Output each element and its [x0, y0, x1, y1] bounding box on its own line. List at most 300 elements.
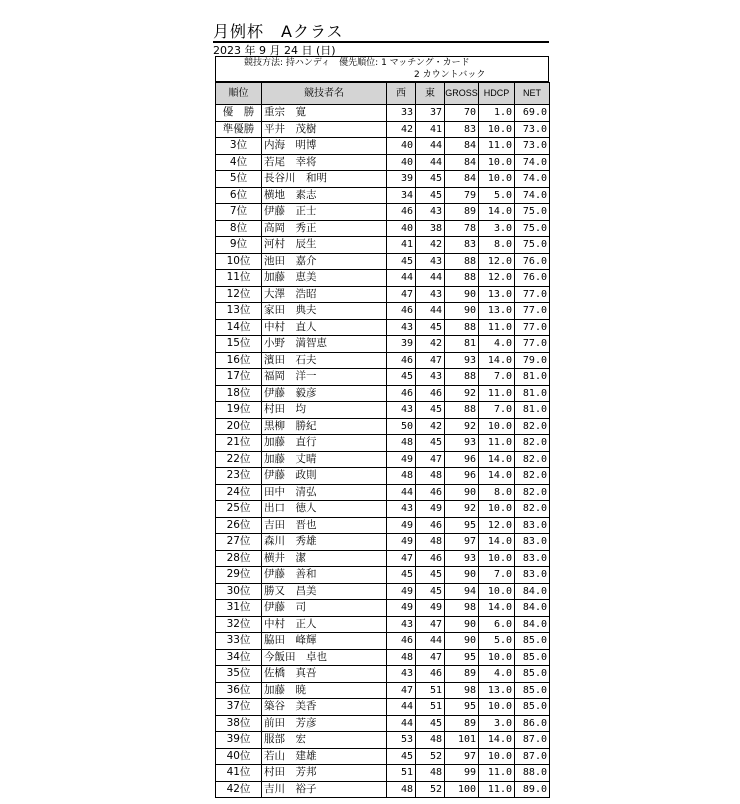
rank-cell: 3位 — [216, 138, 262, 155]
handicap: 7.0 — [479, 567, 515, 584]
table-row — [216, 583, 550, 600]
gross-score: 93 — [445, 435, 479, 452]
rank-cell: 優 勝 — [216, 105, 262, 122]
rank-cell: 29位 — [216, 567, 262, 584]
net-score: 85.0 — [515, 682, 550, 699]
west-score: 45 — [387, 253, 416, 270]
player-name: 前田 芳彦 — [262, 715, 387, 732]
rank-cell: 26位 — [216, 517, 262, 534]
west-score: 43 — [387, 501, 416, 518]
net-score: 79.0 — [515, 352, 550, 369]
east-score: 45 — [416, 402, 445, 419]
results-table — [215, 82, 550, 798]
rank-cell: 32位 — [216, 616, 262, 633]
table-row — [216, 385, 550, 402]
net-score: 83.0 — [515, 517, 550, 534]
net-score: 75.0 — [515, 204, 550, 221]
east-score: 45 — [416, 435, 445, 452]
net-score: 73.0 — [515, 138, 550, 155]
net-score: 83.0 — [515, 550, 550, 567]
gross-score: 92 — [445, 501, 479, 518]
player-name: 伊藤 正士 — [262, 204, 387, 221]
east-score: 43 — [416, 286, 445, 303]
handicap: 14.0 — [479, 352, 515, 369]
rank-cell: 23位 — [216, 468, 262, 485]
east-score: 47 — [416, 616, 445, 633]
table-row — [216, 435, 550, 452]
player-name: 伊藤 毅彦 — [262, 385, 387, 402]
gross-score: 95 — [445, 649, 479, 666]
player-name: 出口 徳人 — [262, 501, 387, 518]
table-row — [216, 600, 550, 617]
west-score: 43 — [387, 319, 416, 336]
rank-cell: 7位 — [216, 204, 262, 221]
west-score: 50 — [387, 418, 416, 435]
player-name: 築谷 美香 — [262, 699, 387, 716]
handicap: 14.0 — [479, 534, 515, 551]
player-name: 伊藤 善和 — [262, 567, 387, 584]
handicap: 10.0 — [479, 171, 515, 188]
table-row — [216, 468, 550, 485]
net-score: 74.0 — [515, 187, 550, 204]
east-score: 51 — [416, 682, 445, 699]
east-score: 45 — [416, 319, 445, 336]
net-score: 82.0 — [515, 435, 550, 452]
gross-score: 78 — [445, 220, 479, 237]
west-score: 47 — [387, 286, 416, 303]
player-name: 横地 素志 — [262, 187, 387, 204]
net-score: 84.0 — [515, 616, 550, 633]
west-score: 46 — [387, 303, 416, 320]
east-score: 48 — [416, 765, 445, 782]
handicap: 10.0 — [479, 418, 515, 435]
handicap: 10.0 — [479, 550, 515, 567]
west-score: 42 — [387, 121, 416, 138]
gross-score: 97 — [445, 748, 479, 765]
player-name: 黒柳 勝紀 — [262, 418, 387, 435]
west-score: 53 — [387, 732, 416, 749]
west-score: 39 — [387, 336, 416, 353]
header-hdcp: HDCP — [479, 83, 515, 105]
table-row — [216, 501, 550, 518]
east-score: 48 — [416, 468, 445, 485]
gross-score: 90 — [445, 616, 479, 633]
net-score: 85.0 — [515, 633, 550, 650]
gross-score: 88 — [445, 369, 479, 386]
rank-cell: 24位 — [216, 484, 262, 501]
handicap: 8.0 — [479, 237, 515, 254]
handicap: 13.0 — [479, 303, 515, 320]
rank-cell: 12位 — [216, 286, 262, 303]
table-row — [216, 748, 550, 765]
table-row — [216, 352, 550, 369]
east-score: 45 — [416, 583, 445, 600]
east-score: 44 — [416, 303, 445, 320]
handicap: 4.0 — [479, 336, 515, 353]
table-row — [216, 649, 550, 666]
rank-cell: 8位 — [216, 220, 262, 237]
handicap: 14.0 — [479, 732, 515, 749]
gross-score: 88 — [445, 319, 479, 336]
header-net: NET — [515, 83, 550, 105]
player-name: 家田 典夫 — [262, 303, 387, 320]
west-score: 40 — [387, 154, 416, 171]
handicap: 6.0 — [479, 616, 515, 633]
west-score: 46 — [387, 204, 416, 221]
table-row — [216, 154, 550, 171]
gross-score: 83 — [445, 237, 479, 254]
west-score: 51 — [387, 765, 416, 782]
net-score: 85.0 — [515, 649, 550, 666]
header-west: 西 — [387, 83, 416, 105]
east-score: 51 — [416, 699, 445, 716]
table-row — [216, 303, 550, 320]
event-date: 2023 年 9 月 24 日 (日) — [213, 41, 549, 56]
handicap: 11.0 — [479, 781, 515, 798]
west-score: 48 — [387, 435, 416, 452]
rank-cell: 17位 — [216, 369, 262, 386]
player-name: 小野 満智恵 — [262, 336, 387, 353]
net-score: 77.0 — [515, 303, 550, 320]
east-score: 44 — [416, 138, 445, 155]
table-row — [216, 105, 550, 122]
table-row — [216, 270, 550, 287]
net-score: 86.0 — [515, 715, 550, 732]
player-name: 加藤 暁 — [262, 682, 387, 699]
player-name: 今飯田 卓也 — [262, 649, 387, 666]
player-name: 村田 均 — [262, 402, 387, 419]
table-row — [216, 138, 550, 155]
rank-cell: 4位 — [216, 154, 262, 171]
handicap: 14.0 — [479, 468, 515, 485]
table-row — [216, 187, 550, 204]
rank-cell: 22位 — [216, 451, 262, 468]
gross-score: 79 — [445, 187, 479, 204]
net-score: 82.0 — [515, 468, 550, 485]
rank-cell: 27位 — [216, 534, 262, 551]
rank-cell: 11位 — [216, 270, 262, 287]
gross-score: 88 — [445, 253, 479, 270]
net-score: 81.0 — [515, 385, 550, 402]
gross-score: 96 — [445, 468, 479, 485]
gross-score: 84 — [445, 138, 479, 155]
gross-score: 93 — [445, 550, 479, 567]
handicap: 4.0 — [479, 666, 515, 683]
handicap: 8.0 — [479, 484, 515, 501]
table-row — [216, 204, 550, 221]
player-name: 勝又 昌美 — [262, 583, 387, 600]
rank-cell: 35位 — [216, 666, 262, 683]
table-row — [216, 121, 550, 138]
player-name: 大澤 浩昭 — [262, 286, 387, 303]
west-score: 43 — [387, 616, 416, 633]
table-row — [216, 616, 550, 633]
east-score: 44 — [416, 154, 445, 171]
handicap: 10.0 — [479, 501, 515, 518]
rank-cell: 28位 — [216, 550, 262, 567]
gross-score: 98 — [445, 682, 479, 699]
table-row — [216, 699, 550, 716]
table-row — [216, 220, 550, 237]
gross-score: 92 — [445, 385, 479, 402]
net-score: 69.0 — [515, 105, 550, 122]
east-score: 45 — [416, 171, 445, 188]
rank-cell: 30位 — [216, 583, 262, 600]
east-score: 47 — [416, 451, 445, 468]
east-score: 45 — [416, 567, 445, 584]
gross-score: 95 — [445, 517, 479, 534]
west-score: 44 — [387, 699, 416, 716]
rank-cell: 21位 — [216, 435, 262, 452]
east-score: 37 — [416, 105, 445, 122]
table-row — [216, 550, 550, 567]
gross-score: 93 — [445, 352, 479, 369]
header-east: 東 — [416, 83, 445, 105]
rank-cell: 準優勝 — [216, 121, 262, 138]
net-score: 83.0 — [515, 567, 550, 584]
net-score: 87.0 — [515, 732, 550, 749]
player-name: 若山 建雄 — [262, 748, 387, 765]
handicap: 5.0 — [479, 633, 515, 650]
east-score: 45 — [416, 187, 445, 204]
handicap: 11.0 — [479, 385, 515, 402]
net-score: 75.0 — [515, 220, 550, 237]
player-name: 高岡 秀正 — [262, 220, 387, 237]
net-score: 82.0 — [515, 484, 550, 501]
gross-score: 89 — [445, 204, 479, 221]
gross-score: 95 — [445, 699, 479, 716]
handicap: 1.0 — [479, 105, 515, 122]
table-row — [216, 765, 550, 782]
net-score: 73.0 — [515, 121, 550, 138]
competition-method: 競技方法: 持ハンディ 優先順位: 1 マッチング・カード — [244, 58, 470, 68]
net-score: 77.0 — [515, 336, 550, 353]
net-score: 84.0 — [515, 600, 550, 617]
east-score: 49 — [416, 501, 445, 518]
gross-score: 89 — [445, 666, 479, 683]
competition-info — [215, 56, 549, 82]
gross-score: 97 — [445, 534, 479, 551]
player-name: 中村 正人 — [262, 616, 387, 633]
net-score: 85.0 — [515, 699, 550, 716]
handicap: 11.0 — [479, 138, 515, 155]
west-score: 46 — [387, 385, 416, 402]
header-gross: GROSS — [445, 83, 479, 105]
handicap: 10.0 — [479, 748, 515, 765]
rank-cell: 14位 — [216, 319, 262, 336]
rank-cell: 15位 — [216, 336, 262, 353]
west-score: 33 — [387, 105, 416, 122]
rank-cell: 13位 — [216, 303, 262, 320]
west-score: 49 — [387, 517, 416, 534]
rank-cell: 39位 — [216, 732, 262, 749]
gross-score: 84 — [445, 171, 479, 188]
table-row — [216, 319, 550, 336]
west-score: 44 — [387, 270, 416, 287]
east-score: 41 — [416, 121, 445, 138]
rank-cell: 20位 — [216, 418, 262, 435]
handicap: 10.0 — [479, 121, 515, 138]
handicap: 5.0 — [479, 187, 515, 204]
net-score: 82.0 — [515, 451, 550, 468]
player-name: 長谷川 和明 — [262, 171, 387, 188]
handicap: 14.0 — [479, 451, 515, 468]
rank-cell: 41位 — [216, 765, 262, 782]
net-score: 89.0 — [515, 781, 550, 798]
player-name: 村田 芳邦 — [262, 765, 387, 782]
table-row — [216, 682, 550, 699]
east-score: 48 — [416, 732, 445, 749]
west-score: 46 — [387, 352, 416, 369]
east-score: 46 — [416, 666, 445, 683]
net-score: 85.0 — [515, 666, 550, 683]
header-name: 競技者名 — [262, 83, 387, 105]
west-score: 45 — [387, 748, 416, 765]
player-name: 佐橋 真吾 — [262, 666, 387, 683]
player-name: 吉田 晋也 — [262, 517, 387, 534]
east-score: 42 — [416, 336, 445, 353]
east-score: 47 — [416, 649, 445, 666]
net-score: 75.0 — [515, 237, 550, 254]
player-name: 吉川 裕子 — [262, 781, 387, 798]
net-score: 83.0 — [515, 534, 550, 551]
handicap: 11.0 — [479, 435, 515, 452]
player-name: 脇田 峰輝 — [262, 633, 387, 650]
net-score: 87.0 — [515, 748, 550, 765]
table-row — [216, 781, 550, 798]
table-row — [216, 517, 550, 534]
west-score: 47 — [387, 550, 416, 567]
table-row — [216, 336, 550, 353]
gross-score: 92 — [445, 418, 479, 435]
gross-score: 90 — [445, 303, 479, 320]
handicap: 13.0 — [479, 286, 515, 303]
west-score: 49 — [387, 451, 416, 468]
player-name: 中村 直人 — [262, 319, 387, 336]
handicap: 10.0 — [479, 154, 515, 171]
gross-score: 88 — [445, 402, 479, 419]
west-score: 45 — [387, 369, 416, 386]
handicap: 10.0 — [479, 649, 515, 666]
handicap: 7.0 — [479, 402, 515, 419]
header-rank: 順位 — [216, 83, 262, 105]
rank-cell: 5位 — [216, 171, 262, 188]
east-score: 43 — [416, 253, 445, 270]
west-score: 48 — [387, 468, 416, 485]
west-score: 40 — [387, 138, 416, 155]
player-name: 重宗 寛 — [262, 105, 387, 122]
table-row — [216, 451, 550, 468]
handicap: 7.0 — [479, 369, 515, 386]
rank-cell: 38位 — [216, 715, 262, 732]
gross-score: 99 — [445, 765, 479, 782]
table-row — [216, 286, 550, 303]
handicap: 3.0 — [479, 220, 515, 237]
west-score: 47 — [387, 682, 416, 699]
handicap: 11.0 — [479, 765, 515, 782]
table-row — [216, 253, 550, 270]
gross-score: 88 — [445, 270, 479, 287]
east-score: 46 — [416, 484, 445, 501]
player-name: 池田 嘉介 — [262, 253, 387, 270]
gross-score: 89 — [445, 715, 479, 732]
player-name: 福岡 洋一 — [262, 369, 387, 386]
gross-score: 83 — [445, 121, 479, 138]
net-score: 82.0 — [515, 418, 550, 435]
results-body — [216, 105, 550, 798]
player-name: 田中 清弘 — [262, 484, 387, 501]
player-name: 濱田 石夫 — [262, 352, 387, 369]
rank-cell: 19位 — [216, 402, 262, 419]
west-score: 45 — [387, 567, 416, 584]
west-score: 44 — [387, 715, 416, 732]
player-name: 若尾 幸将 — [262, 154, 387, 171]
east-score: 47 — [416, 352, 445, 369]
handicap: 12.0 — [479, 270, 515, 287]
rank-cell: 33位 — [216, 633, 262, 650]
player-name: 平井 茂樹 — [262, 121, 387, 138]
handicap: 14.0 — [479, 600, 515, 617]
west-score: 48 — [387, 781, 416, 798]
gross-score: 90 — [445, 633, 479, 650]
player-name: 河村 辰生 — [262, 237, 387, 254]
gross-score: 94 — [445, 583, 479, 600]
gross-score: 84 — [445, 154, 479, 171]
table-row — [216, 369, 550, 386]
rank-cell: 9位 — [216, 237, 262, 254]
net-score: 77.0 — [515, 319, 550, 336]
page-title: 月例杯 Aクラス — [213, 22, 344, 41]
net-score: 77.0 — [515, 286, 550, 303]
east-score: 48 — [416, 534, 445, 551]
player-name: 加藤 丈晴 — [262, 451, 387, 468]
table-row — [216, 534, 550, 551]
player-name: 伊藤 司 — [262, 600, 387, 617]
gross-score: 96 — [445, 451, 479, 468]
table-row — [216, 171, 550, 188]
west-score: 34 — [387, 187, 416, 204]
east-score: 52 — [416, 781, 445, 798]
player-name: 横井 潔 — [262, 550, 387, 567]
east-score: 44 — [416, 270, 445, 287]
table-row — [216, 484, 550, 501]
gross-score: 90 — [445, 286, 479, 303]
east-score: 38 — [416, 220, 445, 237]
east-score: 43 — [416, 204, 445, 221]
handicap: 10.0 — [479, 699, 515, 716]
net-score: 81.0 — [515, 402, 550, 419]
rank-cell: 34位 — [216, 649, 262, 666]
player-name: 伊藤 政則 — [262, 468, 387, 485]
east-score: 46 — [416, 385, 445, 402]
east-score: 45 — [416, 715, 445, 732]
rank-cell: 25位 — [216, 501, 262, 518]
west-score: 49 — [387, 600, 416, 617]
player-name: 加藤 恵美 — [262, 270, 387, 287]
table-row — [216, 715, 550, 732]
gross-score: 90 — [445, 484, 479, 501]
net-score: 84.0 — [515, 583, 550, 600]
gross-score: 101 — [445, 732, 479, 749]
player-name: 服部 宏 — [262, 732, 387, 749]
gross-score: 70 — [445, 105, 479, 122]
net-score: 81.0 — [515, 369, 550, 386]
table-row — [216, 633, 550, 650]
handicap: 14.0 — [479, 204, 515, 221]
tiebreak-rule: 2 カウントバック — [414, 70, 486, 80]
gross-score: 90 — [445, 567, 479, 584]
rank-cell: 40位 — [216, 748, 262, 765]
